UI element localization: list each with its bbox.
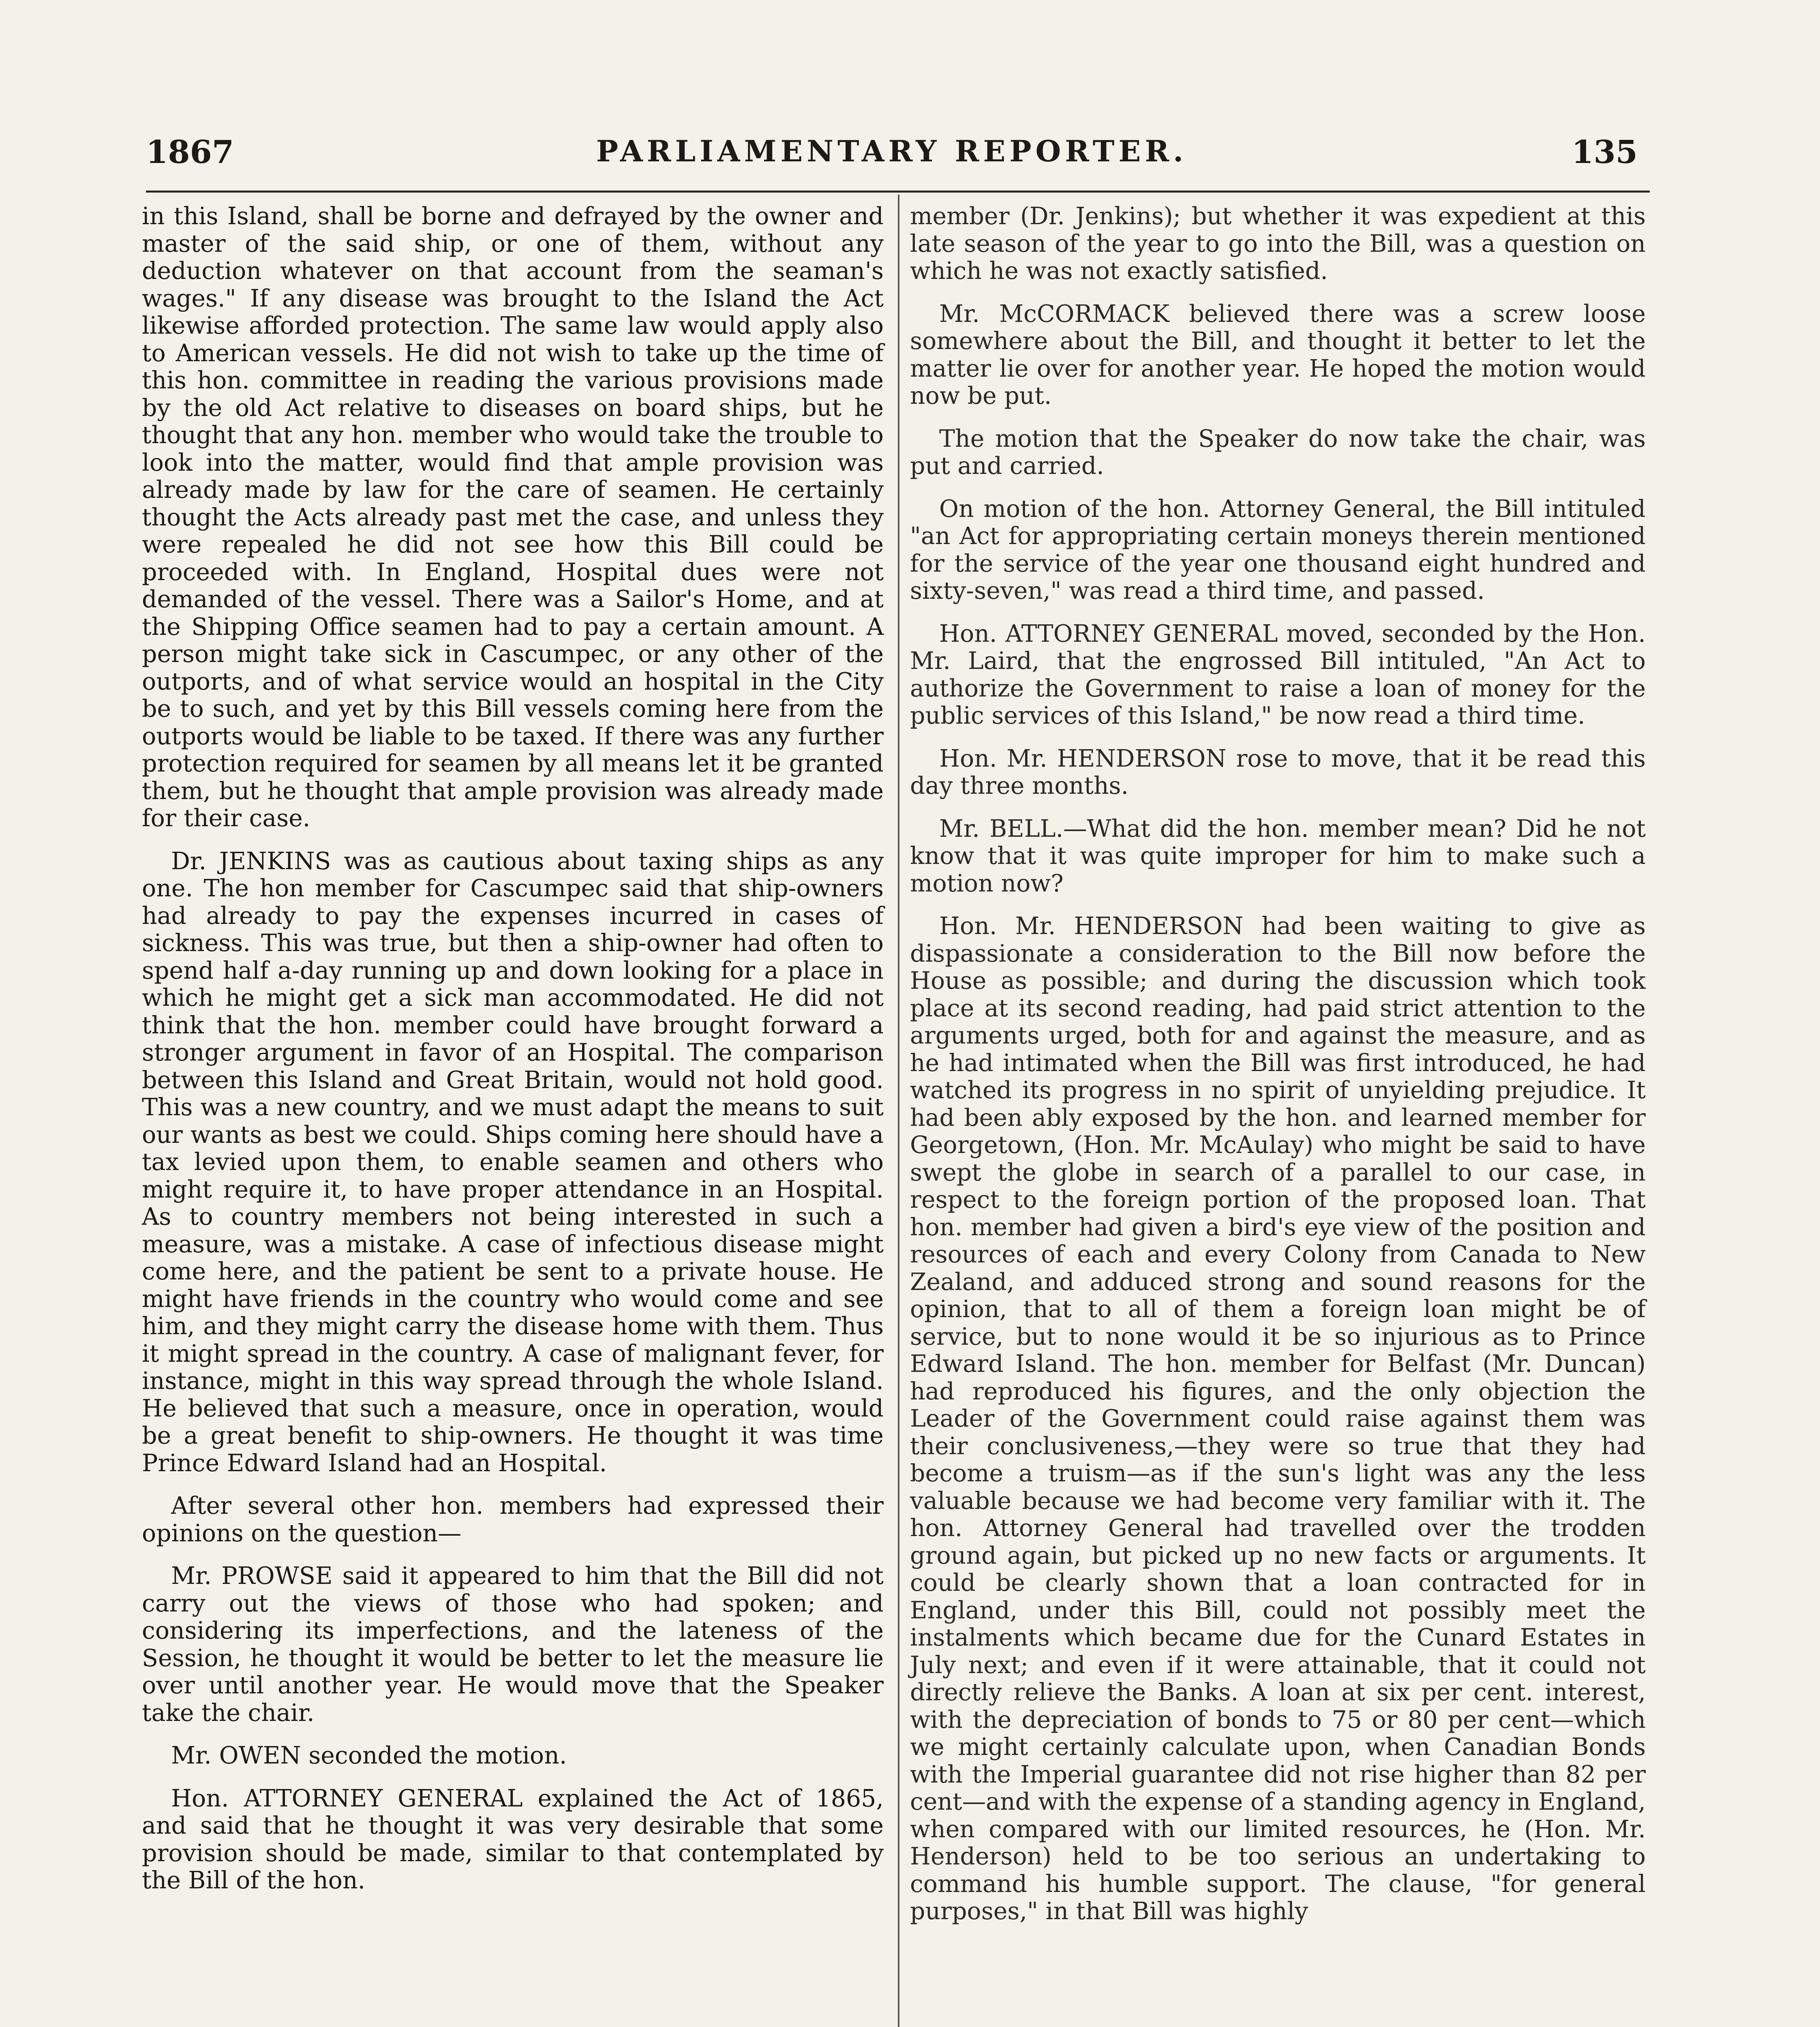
page-number: 135 xyxy=(1572,134,1638,171)
paragraph: in this Island, shall be borne and defrayed by the owner and master of the said ship, or one of them, without any deduction whatever on that account from the seaman's wages." If any disease was brought to the Island the Act likewise afforded protection. The same law would apply also to American vessels. He did not wish to take up the time of this hon. committee in reading the various provisions made by the old Act relative to diseases on board ships, but he thought that any hon. member who would take the trouble to look into the matter, would find that ample provision was already made by law for the care of seamen. He certainly thought the Acts already past met the case, and unless they were repealed he did not see how this Bill could be proceeded with. In England, Hospital dues were not demanded of the vessel. There was a Sailor's Home, and at the Shipping Office seamen had to pay a certain amount. A person might take sick in Cascumpec, or any other of the outports, and of what service would an hospital in the City be to such, and yet by this Bill vessels coming here from the outports would be liable to be taxed. If there was any further protection required for seamen by all means let it be granted them, but he thought that ample provision was already made for their case. xyxy=(142,202,884,832)
paragraph: The motion that the Speaker do now take the chair, was put and carried. xyxy=(910,424,1646,480)
paragraph: Hon. Mr. HENDERSON had been waiting to give as dispassionate a consideration to the Bill now before the House as possible; and during the discussion which took place at its second reading, had paid strict attention to the arguments urged, both for and against the measure, and as he had intimated when the Bill was first introduced, he had watched its progress in no spirit of unyielding prejudice. It had been ably exposed by the hon. and learned member for Georgetown, (Hon. Mr. McAulay) who might be said to have swept the globe in search of a parallel to our case, in respect to the foreign portion of the proposed loan. That hon. member had given a bird's eye view of the position and resources of each and every Colony from Canada to New Zealand, and adduced strong and sound reasons for the opinion, that to all of them a foreign loan might be of service, but to none would it be so injurious as to Prince Edward Island. The hon. member for Belfast (Mr. Duncan) had reproduced his figures, and the only objection the Leader of the Government could raise against them was their conclusiveness,—they were so true that they had become a truism—as if the sun's light was any the less valuable because we had become very familiar with it. The hon. Attorney General had travelled over the trodden ground again, but picked up no new facts or arguments. It could be clearly shown that a loan contracted for in England, under this Bill, could not possibly meet the instalments which became due for the Cunard Estates in July next; and even if it were attainable, that it could not directly relieve the Banks. A loan at six per cent. interest, with the depreciation of bonds to 75 or 80 per cent—which we might certainly calculate upon, when Canadian Bonds with the Imperial guarantee did not rise higher than 82 per cent—and with the expense of a standing agency in England, when compared with our limited resources, he (Hon. Mr. Henderson) held to be too serious an undertaking to command his humble support. The clause, "for general purposes," in that Bill was highly xyxy=(910,912,1646,1925)
paragraph: member (Dr. Jenkins); but whether it was expedient at this late season of the year to go into the Bill, was a question on which he was not exactly satisfied. xyxy=(910,202,1646,285)
paragraph: Mr. OWEN seconded the motion. xyxy=(171,1742,567,1769)
paragraph: Dr. JENKINS was as cautious about taxing ships as any one. The hon member for Cascumpec said that ship-owners had already to pay the expenses incurred in cases of sickness. This was true, but then a ship-owner had often to spend half a-day running up and down looking for a place in which he might get a sick man accommodated. He did not think that the hon. member could have brought forward a stronger argument in favor of an Hospital. The comparison between this Island and Great Britain, would not hold good. This was a new country, and we must adapt the means to suit our wants as best we could. Ships coming here should have a tax levied upon them, to enable seamen and others who might require it, to have proper attendance in an Hospital. As to country members not being interested in such a measure, was a mistake. A case of infectious disease might come here, and the patient be sent to a private house. He might have friends in the country who would come and see him, and they might carry the disease home with them. Thus it might spread in the country. A case of malignant fever, for instance, might in this way spread through the whole Island. He believed that such a measure, once in operation, would be a great benefit to ship-owners. He thought it was time Prince Edward Island had an Hospital. xyxy=(142,847,884,1477)
paragraph: Hon. ATTORNEY GENERAL explained the Act of 1865, and said that he thought it was very desirable that some provision should be made, similar to that contemplated by the Bill of the hon. xyxy=(142,1784,884,1894)
right-column xyxy=(910,203,1646,2027)
paragraph: Hon. ATTORNEY GENERAL moved, seconded by the Hon. Mr. Laird, that the engrossed Bill intituled, "An Act to authorize the Government to raise a loan of money for the public services of this Island," be now read a third time. xyxy=(910,619,1646,729)
paragraph: Mr. McCORMACK believed there was a screw loose somewhere about the Bill, and thought it better to let the matter lie over for another year. He hoped the motion would now be put. xyxy=(910,300,1646,409)
column-divider xyxy=(898,195,899,2027)
header-title: PARLIAMENTARY REPORTER. xyxy=(596,134,1188,168)
paragraph: On motion of the hon. Attorney General, the Bill intituled "an Act for appropriating certain moneys therein mentioned for the service of the year one thousand eight hundred and sixty-seven," was read a third time, and passed. xyxy=(910,495,1646,604)
paragraph: Mr. PROWSE said it appeared to him that the Bill did not carry out the views of those who had spoken; and considering its imperfections, and the lateness of the Session, he thought it would be better to let the measure lie over until another year. He would move that the Speaker take the chair. xyxy=(142,1562,884,1727)
header-year: 1867 xyxy=(146,134,234,171)
page-header xyxy=(146,134,1638,191)
header-rule xyxy=(146,191,1650,193)
left-column xyxy=(142,203,884,2027)
paragraph: Hon. Mr. HENDERSON rose to move, that it be read this day three months. xyxy=(910,744,1646,799)
paragraph: Mr. BELL.—What did the hon. member mean? Did he not know that it was quite improper for him to make such a motion now? xyxy=(910,814,1646,897)
paragraph: After several other hon. members had expressed their opinions on the question— xyxy=(142,1492,884,1547)
